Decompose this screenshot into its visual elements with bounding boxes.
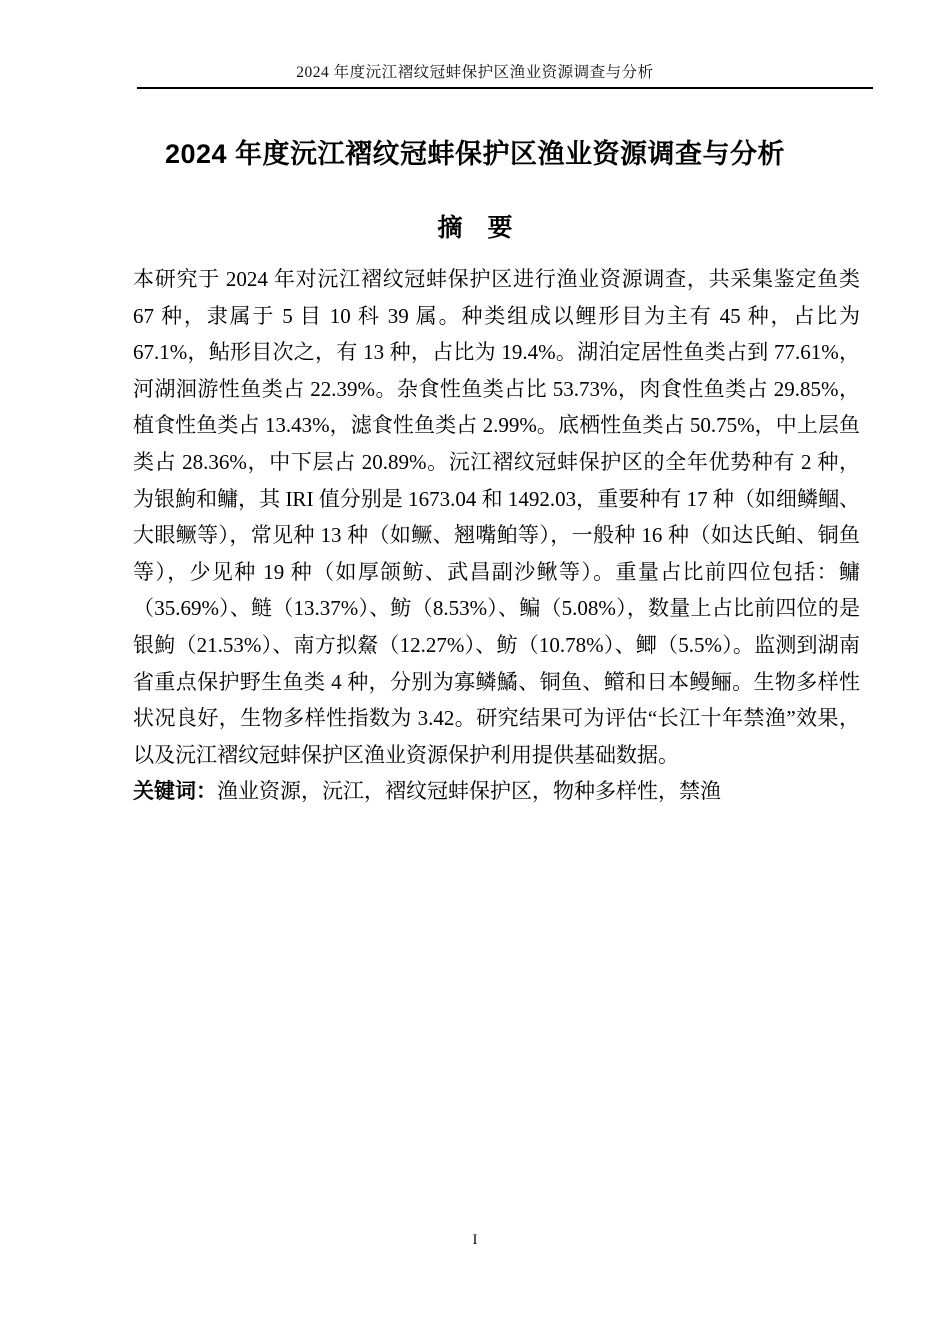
- keywords-label: 关键词：: [133, 779, 217, 804]
- keywords-text: 渔业资源，沅江，褶纹冠蚌保护区，物种多样性，禁渔: [217, 779, 721, 804]
- running-head: 2024 年度沅江褶纹冠蚌保护区渔业资源调查与分析: [296, 64, 654, 81]
- page-title: 2024 年度沅江褶纹冠蚌保护区渔业资源调查与分析: [164, 139, 786, 169]
- page-number: I: [472, 1232, 478, 1248]
- abstract-heading: 摘 要: [437, 215, 513, 242]
- abstract-paragraph: 本研究于 2024 年对沅江褶纹冠蚌保护区进行渔业资源调查，共采集鉴定鱼类 67 种，隶属于 5 目 10 科 39 属。种类组成以鲤形目为主有 45 种，占比为 67.1%，鲇形目次之，有 13 种，占比为 19.4%。湖泊定居性鱼类占到 77.61%，河湖洄游性鱼类占 22.39%。杂食性鱼类占比 53.73%，肉食性鱼类占 29.85%，植食性鱼类占 13.43%，滤食性鱼类占 2.99%。底栖性鱼类占 50.75%，中上层鱼类占 28.36%，中下层占 20.89%。沅江褶纹冠蚌保护区的全年优势种有 2 种，为银鮈和鳙，其 IRI 值分别是 1673.04 和 1492.03，重要种有 17 种（如细鳞鲴、大眼鳜等），常见种 13 种（如鳜、翘嘴鲌等），一般种 16 种（如达氏鲌、铜鱼等），少见种 19 种（如厚颌鲂、武昌副沙鳅等）。重量占比前四位包括：鳙（35.69%）、鲢（13.37%）、鲂（8.53%）、鳊（5.08%），数量上占比前四位的是银鮈（21.53%）、南方拟䱗（12.27%）、鲂（10.78%）、鲫（5.5%）。监测到湖南省重点保护野生鱼类 4 种，分别为寡鳞鱊、铜鱼、鳤和日本鳗鲡。生物多样性状况良好，生物多样性指数为 3.42。研究结果可为评估“长江十年禁渔”效果，以及沅江褶纹冠蚌保护区渔业资源保护利用提供基础数据。: [133, 267, 860, 767]
- header-rule: [137, 87, 873, 89]
- keywords-line: [133, 773, 860, 810]
